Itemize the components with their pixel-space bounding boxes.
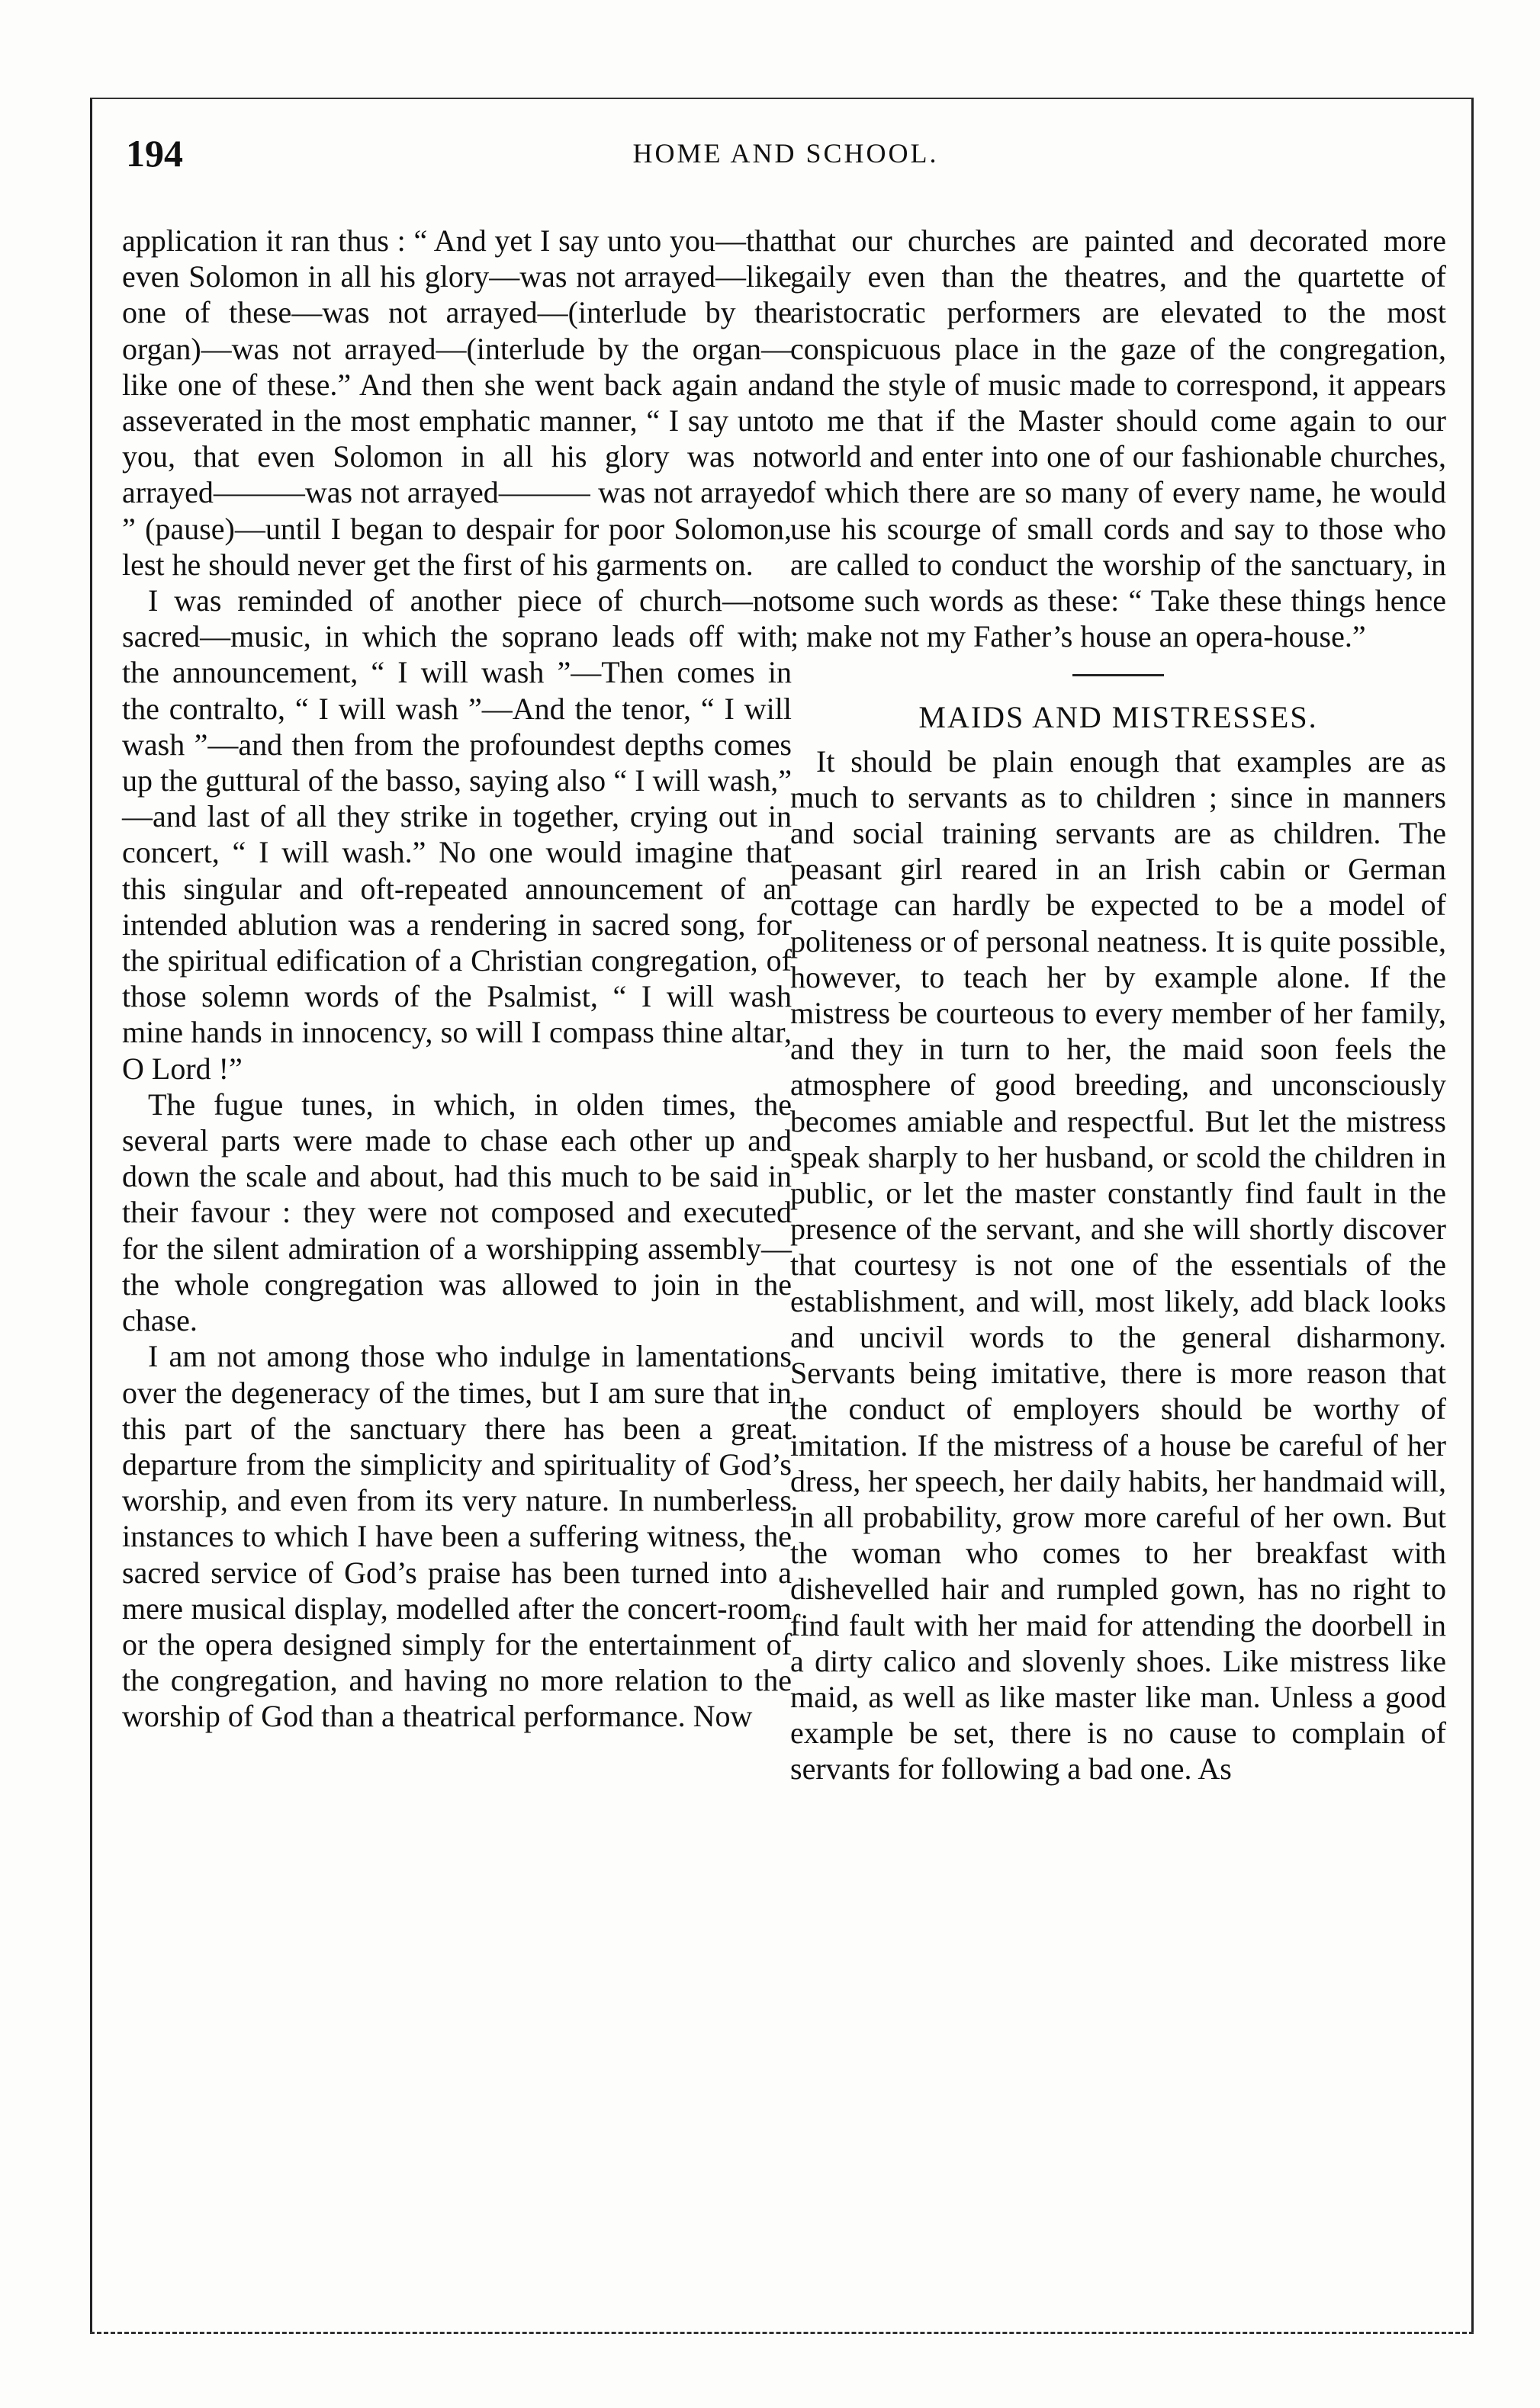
right-column [790, 223, 1446, 1787]
bottom-rule [90, 2332, 1474, 2334]
section-divider [1072, 674, 1164, 676]
paragraph: The fugue tunes, in which, in olden times, the several parts were made to chase each other up and down the scale and about, had this much to be said in their favour : they were not composed and executed for the silent admiration of a worshipping assembly—the whole congregation was allowed to join in the chase. [122, 1087, 792, 1338]
paragraph: I am not among those who indulge in lamentations over the degeneracy of the times, but I am sure that in this part of the sanctuary there has been a great departure from the simplicity and spirituality of God’s worship, and even from its very nature. In numberless instances to which I have been a suffering witness, the sacred service of God’s praise has been turned into a mere musical display, modelled after the concert-room or the opera designed simply for the entertainment of the congregation, and having no more relation to the worship of God than a theatrical performance. Now [122, 1339, 792, 1734]
running-title: HOME AND SCHOOL. [632, 138, 939, 169]
page-number: 194 [126, 132, 183, 175]
paragraph: I was reminded of another piece of church—not sacred—music, in which the soprano leads off with the announcement, “ I will wash ”—Then comes in the contralto, “ I will wash ”—And the tenor, “ I will wash ”—and then from the profoundest depths comes up the guttural of the basso, saying also “ I will wash,” —and last of all they strike in together, crying out in concert, “ I will wash.” No one would imagine that this singular and oft-repeated announcement of an intended ablution was a rendering in sacred song, for the spiritual edification of a Christian congregation, of those solemn words of the Psalmist, “ I will wash mine hands in innocency, so will I compass thine altar, O Lord !” [122, 583, 792, 1086]
page-header [126, 131, 1445, 177]
left-column [122, 223, 792, 1735]
paragraph: that our churches are painted and decorated more gaily even than the theatres, and the quartette of aristocratic performers are elevated to the most conspicuous place in the gaze of the congregation, and the style of music made to correspond, it appears to me that if the Master should come again to our world and enter into one of our fashionable churches, of which there are so many of every name, he would use his scourge of small cords and say to those who are called to conduct the worship of the sanctuary, in some such words as these: “ Take these things hence ; make not my Father’s house an opera-house.” [790, 223, 1446, 654]
section-heading: MAIDS AND MISTRESSES. [918, 700, 1318, 735]
paragraph: It should be plain enough that examples are as much to servants as to children ; since in manners and social training servants are as children. The peasant girl reared in an Irish cabin or German cottage can hardly be expected to be a model of politeness or of personal neatness. It is quite possible, however, to teach her by example alone. If the mistress be courteous to every member of her family, and they in turn to her, the maid soon feels the atmosphere of good breeding, and unconsciously becomes amiable and respectful. But let the mistress speak sharply to her husband, or scold the children in public, or let the master constantly find fault in the presence of the servant, and she will shortly discover that courtesy is not one of the essentials of the establishment, and will, most likely, add black looks and uncivil words to the general disharmony. Servants being imitative, there is more reason that the conduct of employers should be worthy of imitation. If the mistress of a house be careful of her dress, her speech, her daily habits, her handmaid will, in all probability, grow more careful of her own. But the woman who comes to her breakfast with dishevelled hair and rumpled gown, has no right to find fault with her maid for attending the doorbell in a dirty calico and slovenly shoes. Like mistress like maid, as well as like master like man. Unless a good example be set, there is no cause to complain of servants for following a bad one. As [790, 743, 1446, 1787]
paragraph: application it ran thus : “ And yet I say unto you—that even Solomon in all his glory—was not arrayed—like one of these—was not arrayed—(interlude by the organ)—was not arrayed—(interlude by the organ—like one of these.” And then she went back again and asseverated in the most emphatic manner, “ I say unto you, that even Solomon in all his glory was not arrayed———was not arrayed——— was not arrayed ” (pause)—until I began to despair for poor Solomon, lest he should never get the first of his garments on. [122, 223, 792, 582]
